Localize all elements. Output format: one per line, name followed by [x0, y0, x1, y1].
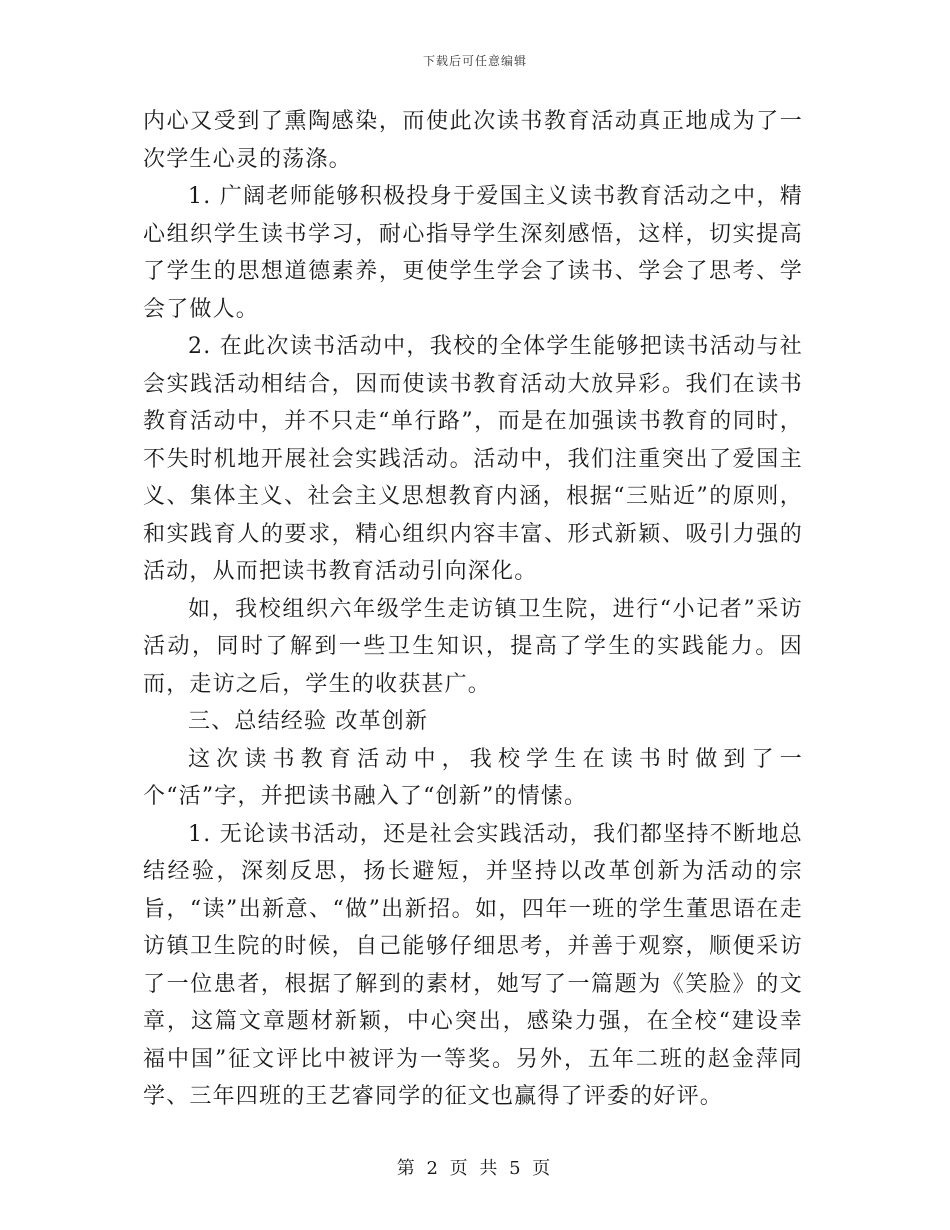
page-number: 第 2 页 共 5 页: [396, 1158, 554, 1179]
paragraph-intro: 这次读书教育活动中，我校学生在读书时做到了一个“活”字，并把读书融入了“创新”的情愫。: [143, 746, 803, 809]
paragraph-example: 如，我校组织六年级学生走访镇卫生院，进行“小记者”采访活动，同时了解到一些卫生知识，提高了学生的实践能力。因而，走访之后，学生的收获甚广。: [143, 596, 803, 697]
page-header: 下载后可任意编辑: [422, 54, 527, 68]
paragraph-continuation: 内心又受到了熏陶感染，而使此次读书教育活动真正地成为了一次学生心灵的荡涤。: [143, 109, 803, 172]
paragraph-item-3: 1. 无论读书活动，还是社会实践活动，我们都坚持不断地总结经验，深刻反思，扬长避短，并坚持以改革创新为活动的宗旨，“读”出新意、“做”出新招。如，四年一班的学生董思语在走访镇卫生院的时候，自己能够仔细思考，并善于观察，顺便采访了一位患者，根据了解到的素材，她写了一篇题为《笑脸》的文章，这篇文章题材新颖，中心突出，感染力强，在全校“建设幸福中国”征文评比中被评为一等奖。另外，五年二班的赵金萍同学、三年四班的王艺睿同学的征文也赢得了评委的好评。: [143, 821, 803, 1109]
document-body: [143, 103, 803, 1116]
paragraph-item-1: 1. 广阔老师能够积极投身于爱国主义读书教育活动之中，精心组织学生读书学习，耐心指导学生深刻感悟，这样，切实提高了学生的思想道德素养，更使学生学会了读书、学会了思考、学会了做人。: [143, 184, 803, 322]
paragraph-item-2: 2. 在此次读书活动中，我校的全体学生能够把读书活动与社会实践活动相结合，因而使读书教育活动大放异彩。我们在读书教育活动中，并不只走“单行路”，而是在加强读书教育的同时，不失时机地开展社会实践活动。活动中，我们注重突出了爱国主义、集体主义、社会主义思想教育内涵，根据“三贴近”的原则，和实践育人的要求，精心组织内容丰富、形式新颖、吸引力强的活动，从而把读书教育活动引向深化。: [143, 334, 803, 584]
section-heading: 三、总结经验 改革创新: [188, 709, 429, 734]
